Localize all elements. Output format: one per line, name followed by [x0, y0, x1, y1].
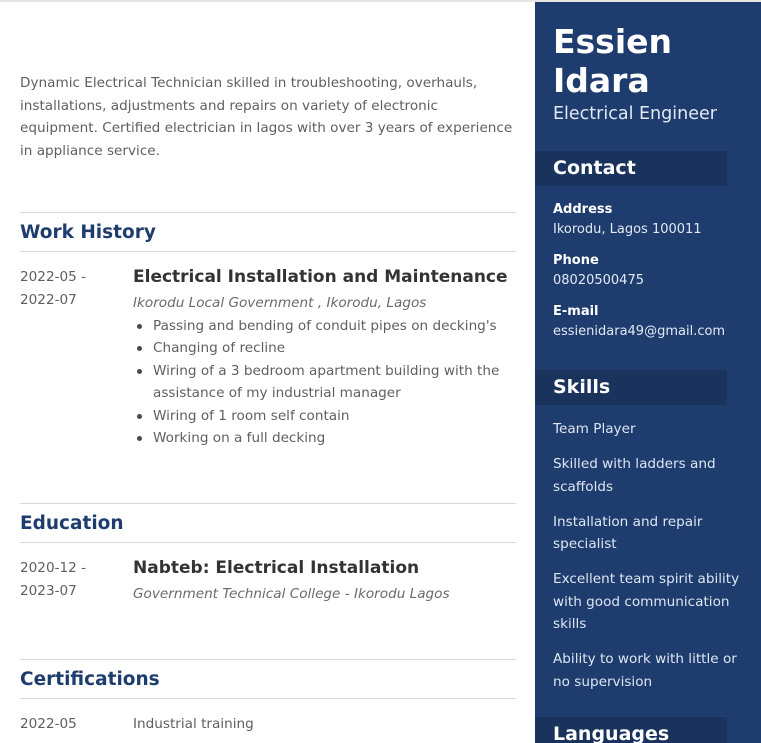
job-title: Electrical Installation and Maintenance: [133, 267, 508, 287]
name-first: Essien: [553, 22, 673, 61]
job-bullet: Wiring of 1 room self contain: [153, 405, 523, 428]
job-company: Ikorodu Local Government , Ikorodu, Lagos: [133, 295, 427, 311]
languages-heading: Languages: [535, 717, 727, 743]
work-entry-body: [133, 266, 523, 450]
skill-item: Team Player: [553, 421, 636, 437]
address-label: Address: [553, 202, 613, 217]
job-bullet: Passing and bending of conduit pipes on decking's: [153, 315, 523, 338]
work-date-start: 2022-05 -: [20, 269, 87, 285]
certifications-heading: Certifications: [20, 659, 516, 699]
address-value: Ikorodu, Lagos 100011: [553, 222, 702, 237]
summary-text: Dynamic Electrical Technician skilled in troubleshooting, overhauls, installations, adjustments and repairs on variety of electronic equipment. Certified electrician in lagos with over 3 years of experience in appliance service.: [20, 75, 513, 159]
education-school: Government Technical College - Ikorodu Lagos: [133, 586, 450, 602]
education-entry-body: [133, 557, 523, 606]
skills-list: [553, 418, 751, 706]
education-date-start: 2020-12 -: [20, 560, 87, 576]
job-bullet: Changing of recline: [153, 337, 523, 360]
skill-item: Ability to work with little or no supervision: [553, 651, 737, 690]
job-bullets: [133, 315, 523, 450]
candidate-name: [553, 22, 672, 100]
candidate-role: Electrical Engineer: [553, 104, 717, 124]
education-heading: Education: [20, 503, 516, 543]
certification-body: [133, 713, 523, 736]
name-last: Idara: [553, 61, 650, 100]
certification-name: Industrial training: [133, 716, 254, 732]
work-date-end: 2022-07: [20, 291, 77, 308]
education-date-end: 2023-07: [20, 582, 77, 599]
job-bullet: Wiring of a 3 bedroom apartment building with the assistance of my industrial manager: [153, 360, 523, 405]
email-label: E-mail: [553, 304, 599, 319]
education-entry-dates: [20, 557, 120, 602]
skills-heading: Skills: [535, 370, 727, 405]
skill-item: Skilled with ladders and scaffolds: [553, 456, 716, 495]
education-title: Nabteb: Electrical Installation: [133, 558, 420, 578]
work-entry-dates: [20, 266, 120, 311]
phone-value: 08020500475: [553, 273, 644, 288]
sidebar: [535, 2, 761, 743]
job-bullet: Working on a full decking: [153, 427, 523, 450]
certification-date: 2022-05: [20, 716, 77, 732]
skill-item: Installation and repair specialist: [553, 513, 703, 552]
contact-block: [553, 200, 758, 353]
work-history-heading: Work History: [20, 212, 516, 252]
contact-heading: Contact: [535, 151, 727, 186]
email-value[interactable]: essienidara49@gmail.com: [553, 324, 726, 339]
skill-item: Excellent team spirit ability with good communication skills: [553, 571, 740, 632]
phone-label: Phone: [553, 253, 599, 268]
